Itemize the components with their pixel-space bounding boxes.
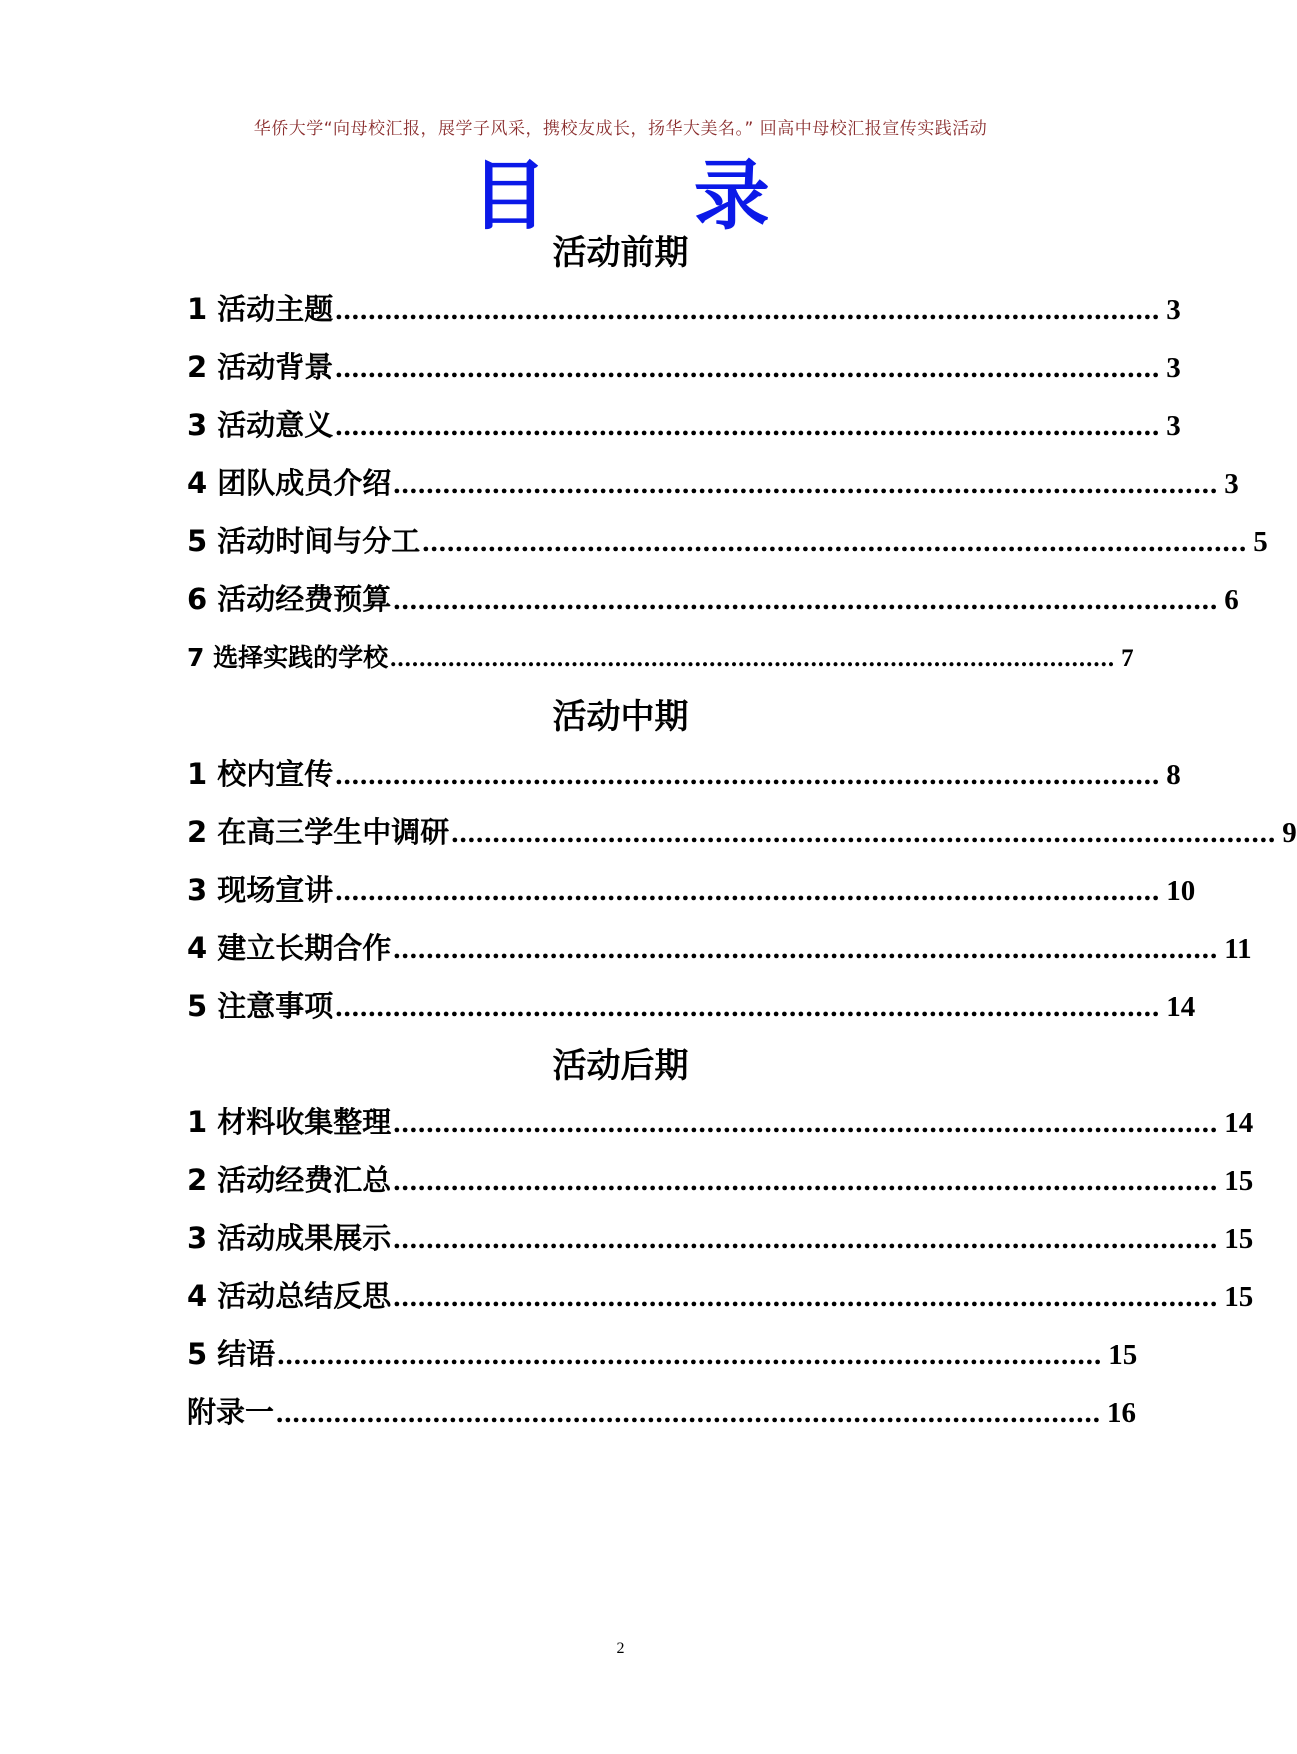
toc-leader-dots: ....................................................................................................: [335, 410, 1161, 442]
toc-leader-dots: ....................................................................................................: [335, 875, 1161, 907]
toc-entry[interactable]: [187, 582, 1239, 616]
toc-entry-label: 1 活动主题: [187, 292, 334, 326]
section-title-late: 活动后期: [552, 1046, 689, 1086]
toc-leader-dots: ....................................................................................................: [451, 817, 1277, 849]
toc-entry[interactable]: [187, 815, 1297, 849]
toc-leader-dots: ....................................................................................................: [393, 584, 1219, 616]
toc-entry-label: 5 结语: [187, 1337, 276, 1371]
toc-entry[interactable]: [187, 350, 1181, 384]
toc-title: 目 录: [471, 151, 830, 240]
toc-entry-page: 15: [1224, 1165, 1254, 1197]
toc-entry-label: 附录一: [187, 1395, 275, 1429]
toc-entry-page: 14: [1166, 991, 1196, 1023]
toc-entry[interactable]: [187, 1279, 1254, 1313]
toc-entry-label: 3 活动意义: [187, 408, 334, 442]
toc-entry-page: 8: [1166, 759, 1181, 791]
toc-leader-dots: ....................................................................................................: [276, 1397, 1102, 1429]
toc-entry[interactable]: [187, 989, 1196, 1023]
toc-leader-dots: ....................................................................................................: [393, 933, 1219, 965]
toc-entry[interactable]: [187, 873, 1196, 907]
toc-leader-dots: ....................................................................................................: [335, 352, 1161, 384]
toc-entry[interactable]: [187, 1163, 1254, 1197]
toc-entry-label: 2 活动背景: [187, 350, 334, 384]
toc-entry-page: 5: [1253, 526, 1268, 558]
toc-entry-page: 15: [1108, 1339, 1138, 1371]
section-title-middle: 活动中期: [552, 697, 689, 737]
toc-entry-label: 2 活动经费汇总: [187, 1163, 392, 1197]
toc-entry-label: 2 在高三学生中调研: [187, 815, 450, 849]
toc-entry-label: 5 注意事项: [187, 989, 334, 1023]
toc-leader-dots: ....................................................................................................: [393, 1165, 1219, 1197]
toc-leader-dots: ....................................................................................................: [422, 526, 1248, 558]
toc-entry-label: 6 活动经费预算: [187, 582, 392, 616]
toc-entry-label: 4 建立长期合作: [187, 931, 392, 965]
toc-entry-page: 9: [1282, 817, 1297, 849]
toc-leader-dots: ....................................................................................................: [390, 645, 1116, 672]
toc-leader-dots: ....................................................................................................: [277, 1339, 1103, 1371]
toc-entry-label: 1 校内宣传: [187, 757, 334, 791]
toc-entry[interactable]: [187, 931, 1252, 965]
toc-entry-label: 4 团队成员介绍: [187, 466, 392, 500]
toc-entry-page: 10: [1166, 875, 1196, 907]
toc-entry-page: 6: [1224, 584, 1239, 616]
toc-entry[interactable]: [187, 524, 1268, 558]
toc-entry-label: 3 现场宣讲: [187, 873, 334, 907]
toc-entry[interactable]: [187, 1337, 1138, 1371]
toc-leader-dots: ....................................................................................................: [335, 294, 1161, 326]
toc-entry-label: 4 活动总结反思: [187, 1279, 392, 1313]
toc-entry[interactable]: [187, 757, 1181, 791]
toc-leader-dots: ....................................................................................................: [393, 1281, 1219, 1313]
toc-entry[interactable]: [187, 408, 1181, 442]
toc-entry-page: 11: [1224, 933, 1252, 965]
toc-leader-dots: ....................................................................................................: [335, 759, 1161, 791]
toc-entry-page: 3: [1166, 410, 1181, 442]
toc-leader-dots: ....................................................................................................: [393, 468, 1219, 500]
toc-entry[interactable]: [187, 1105, 1254, 1139]
toc-entry[interactable]: [187, 1221, 1254, 1255]
toc-entry-label: 3 活动成果展示: [187, 1221, 392, 1255]
toc-entry[interactable]: [187, 643, 1134, 672]
toc-entry-page: 14: [1224, 1107, 1254, 1139]
section-title-early: 活动前期: [552, 233, 689, 273]
toc-entry-label: 1 材料收集整理: [187, 1105, 392, 1139]
toc-leader-dots: ....................................................................................................: [393, 1223, 1219, 1255]
toc-entry-page: 7: [1121, 645, 1134, 672]
toc-entry[interactable]: [187, 1395, 1137, 1429]
toc-entry-page: 15: [1224, 1223, 1254, 1255]
toc-entry[interactable]: [187, 466, 1239, 500]
toc-entry-page: 3: [1224, 468, 1239, 500]
toc-entry-page: 16: [1107, 1397, 1137, 1429]
toc-leader-dots: ....................................................................................................: [393, 1107, 1219, 1139]
toc-leader-dots: ....................................................................................................: [335, 991, 1161, 1023]
page-number: 2: [616, 1640, 625, 1657]
toc-entry[interactable]: [187, 292, 1181, 326]
running-header: 华侨大学“向母校汇报，展学子风采，携校友成长，扬华大美名。” 回高中母校汇报宣传实践活动: [253, 119, 988, 139]
toc-entry-page: 3: [1166, 294, 1181, 326]
toc-entry-label: 7 选择实践的学校: [187, 643, 389, 672]
toc-entry-page: 3: [1166, 352, 1181, 384]
toc-entry-page: 15: [1224, 1281, 1254, 1313]
toc-entry-label: 5 活动时间与分工: [187, 524, 421, 558]
